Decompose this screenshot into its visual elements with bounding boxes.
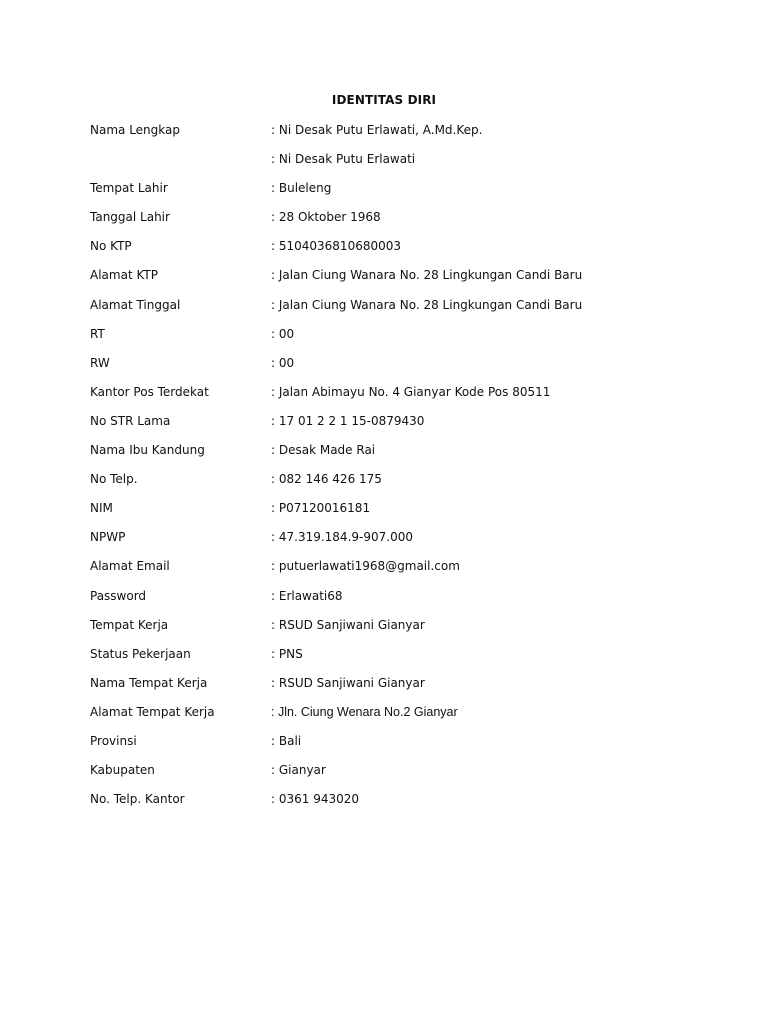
field-label: NPWP — [90, 530, 126, 545]
field-label: RT — [90, 326, 105, 341]
field-value: : Bali — [271, 733, 302, 748]
field-label: No KTP — [90, 239, 132, 254]
field-label: Tanggal Lahir — [90, 210, 170, 225]
row-status-pekerjaan — [90, 645, 710, 674]
row-tempat-lahir — [90, 179, 710, 208]
row-alamat-email — [90, 557, 710, 586]
row-kabupaten — [90, 761, 710, 790]
field-label: Alamat KTP — [90, 268, 158, 283]
field-label: No STR Lama — [90, 413, 171, 428]
field-value: : Gianyar — [271, 763, 326, 778]
field-label: Status Pekerjaan — [90, 646, 191, 661]
field-value: : 5104036810680003 — [271, 239, 402, 254]
row-rw — [90, 354, 710, 383]
identity-list — [90, 121, 710, 819]
row-rt — [90, 325, 710, 354]
field-value: : Ni Desak Putu Erlawati, A.Md.Kep. — [271, 123, 483, 137]
row-nama-alias — [90, 150, 710, 179]
field-label: Kantor Pos Terdekat — [90, 384, 209, 399]
row-nama-ibu-kandung — [90, 441, 710, 470]
row-tempat-kerja — [90, 616, 710, 645]
field-value: : 00 — [271, 355, 295, 370]
field-label: Tempat Kerja — [90, 617, 169, 632]
row-kantor-pos — [90, 383, 710, 412]
field-value: : 28 Oktober 1968 — [271, 210, 381, 225]
field-value: : 0361 943020 — [271, 792, 360, 807]
row-nim — [90, 499, 710, 528]
field-label: NIM — [90, 501, 113, 516]
row-no-telp-kantor — [90, 790, 710, 819]
row-nama-lengkap — [90, 121, 710, 150]
row-provinsi — [90, 732, 710, 761]
field-label: No. Telp. Kantor — [90, 792, 185, 807]
field-value: : Jalan Ciung Wanara No. 28 Lingkungan Candi Baru — [271, 297, 583, 312]
field-label: Alamat Tempat Kerja — [90, 704, 215, 719]
field-label: No Telp. — [90, 472, 138, 487]
field-value: : Buleleng — [271, 181, 332, 196]
row-alamat-tempat-kerja — [90, 703, 710, 732]
field-value: : Jln. Ciung Wenara No.2 Gianyar — [271, 704, 458, 719]
field-value: : Desak Made Rai — [271, 443, 376, 458]
field-value: : Erlawati68 — [271, 588, 343, 603]
field-label: Kabupaten — [90, 763, 155, 778]
row-nama-tempat-kerja — [90, 674, 710, 703]
field-value: : 00 — [271, 326, 295, 341]
field-value: : Jalan Ciung Wanara No. 28 Lingkungan Candi Baru — [271, 268, 583, 283]
field-label: Nama Tempat Kerja — [90, 675, 208, 690]
field-label: Alamat Email — [90, 559, 170, 574]
field-value: : P07120016181 — [271, 501, 371, 516]
field-value: : putuerlawati1968@gmail.com — [271, 559, 460, 574]
row-no-ktp — [90, 237, 710, 266]
field-label: Nama Ibu Kandung — [90, 443, 205, 458]
field-label: Nama Lengkap — [90, 123, 180, 137]
row-no-str-lama — [90, 412, 710, 441]
row-password — [90, 587, 710, 616]
field-value: : PNS — [271, 646, 303, 661]
field-value: : RSUD Sanjiwani Gianyar — [271, 617, 425, 632]
field-label: RW — [90, 355, 110, 370]
row-no-telp — [90, 470, 710, 499]
field-value: : Jalan Abimayu No. 4 Gianyar Kode Pos 80511 — [271, 384, 551, 399]
field-value: : Ni Desak Putu Erlawati — [271, 152, 416, 167]
field-value: : 082 146 426 175 — [271, 472, 382, 487]
field-label: Tempat Lahir — [90, 181, 168, 196]
row-alamat-tinggal — [90, 296, 710, 325]
row-npwp — [90, 528, 710, 557]
row-tanggal-lahir — [90, 208, 710, 237]
field-label: Provinsi — [90, 733, 137, 748]
field-value: : RSUD Sanjiwani Gianyar — [271, 675, 425, 690]
row-alamat-ktp — [90, 266, 710, 295]
field-label: Password — [90, 588, 147, 603]
field-value: : 47.319.184.9-907.000 — [271, 530, 413, 545]
field-label: Alamat Tinggal — [90, 297, 181, 312]
document-title: IDENTITAS DIRI — [331, 93, 437, 107]
field-value: : 17 01 2 2 1 15-0879430 — [271, 413, 425, 428]
